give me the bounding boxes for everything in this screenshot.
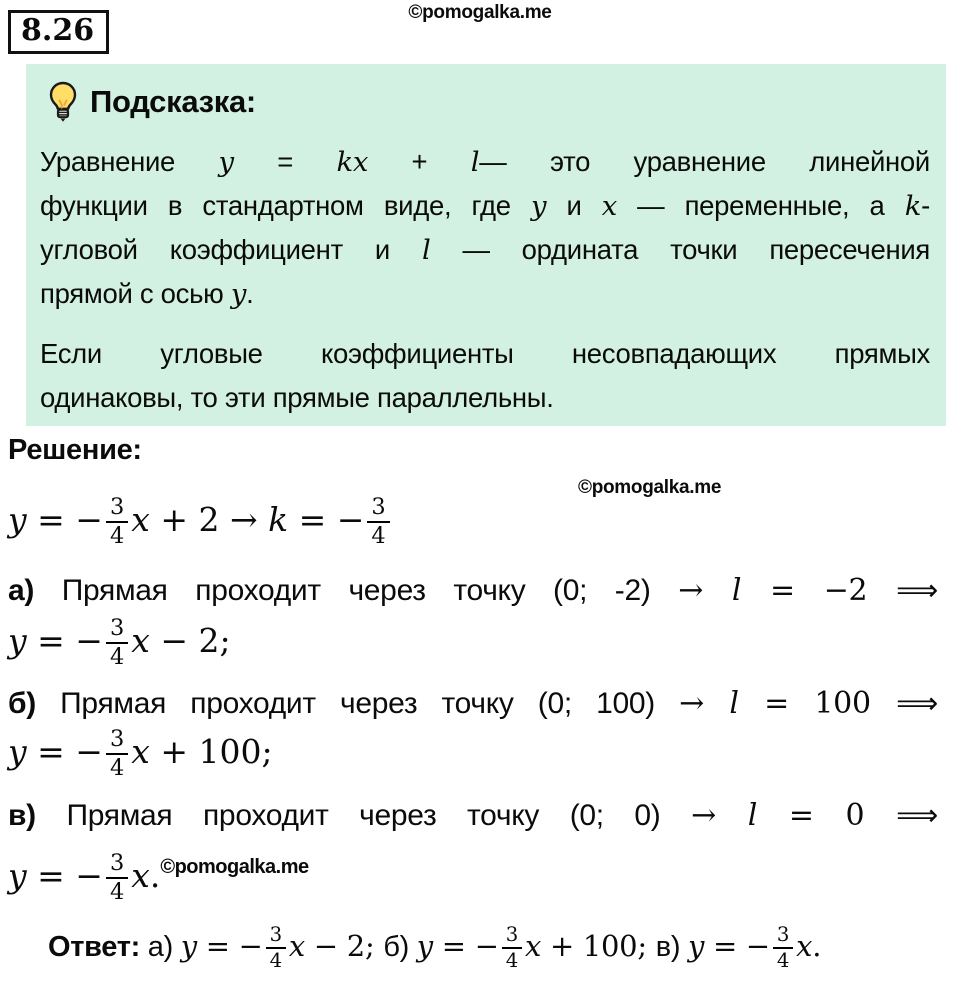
hint-header — [48, 80, 930, 124]
case-b-statement: б) Прямая проходит через точку (0; 100) → l = 100 ⟹ — [8, 686, 939, 721]
hint-text-line: Уравнение y = kx + l— это уравнение линейной — [40, 146, 930, 178]
case-b-formula: y = − $\frac{3}{4}$ x + 100; — [8, 725, 273, 781]
solution-heading: Решение: — [8, 434, 142, 466]
case-v-formula: y = − $\frac{3}{4}$ x.$^{©pomogalka.me}$ — [8, 849, 309, 905]
hint-text-line: одинаковы, то эти прямые параллельны. — [40, 382, 554, 413]
hint-title: Подсказка: — [90, 84, 256, 119]
hint-box — [26, 64, 946, 426]
hint-text-line: Если угловые коэффициенты несовпадающих прямых — [40, 338, 930, 369]
watermark-top: ©pomogalka.me — [408, 2, 552, 23]
answer-line: Ответ: а) y = − $\frac{3}{4}$ x − 2; б) y = − $\frac{3}{4}$ x + 100; в) y = − $\frac{3}{4}$ x. — [48, 923, 822, 973]
watermark-middle: ©pomogalka.me — [578, 477, 722, 498]
fraction: $\frac{3}{4}$ — [773, 924, 793, 972]
hint-text-line: прямой с осью y. — [40, 278, 254, 310]
fraction: $\frac{3}{4}$ — [266, 924, 286, 972]
problem-number-badge: 8.26 — [8, 10, 109, 54]
case-v-statement: в) Прямая проходит через точку (0; 0) → l = 0 ⟹ — [8, 798, 938, 833]
fraction: $\frac{3}{4}$ — [502, 924, 522, 972]
case-a-formula: y = − $\frac{3}{4}$ x − 2; — [8, 614, 231, 670]
hint-text-line: функции в стандартном виде, где y и x — переменные, а k- — [40, 190, 930, 222]
watermark-inline: ©pomogalka.me — [160, 856, 309, 878]
formula-slope: y = − $\frac{3}{4}$ x + 2 → k = − $\frac{3}{4}$ — [8, 487, 393, 553]
hint-text-line: угловой коэффициент и l — ордината точки пересечения — [40, 234, 930, 266]
lightbulb-icon — [48, 81, 78, 123]
fraction: $\frac{3}{4}$ — [106, 616, 128, 670]
hint-text — [40, 140, 930, 420]
fraction: $\frac{3}{4}$ — [106, 727, 128, 781]
fraction: $\frac{3}{4}$ — [106, 495, 128, 549]
fraction: $\frac{3}{4}$ — [367, 495, 389, 549]
case-a-statement: а) Прямая проходит через точку (0; -2) → l = −2 ⟹ — [8, 573, 939, 608]
fraction: $\frac{3}{4}$ — [106, 851, 128, 905]
